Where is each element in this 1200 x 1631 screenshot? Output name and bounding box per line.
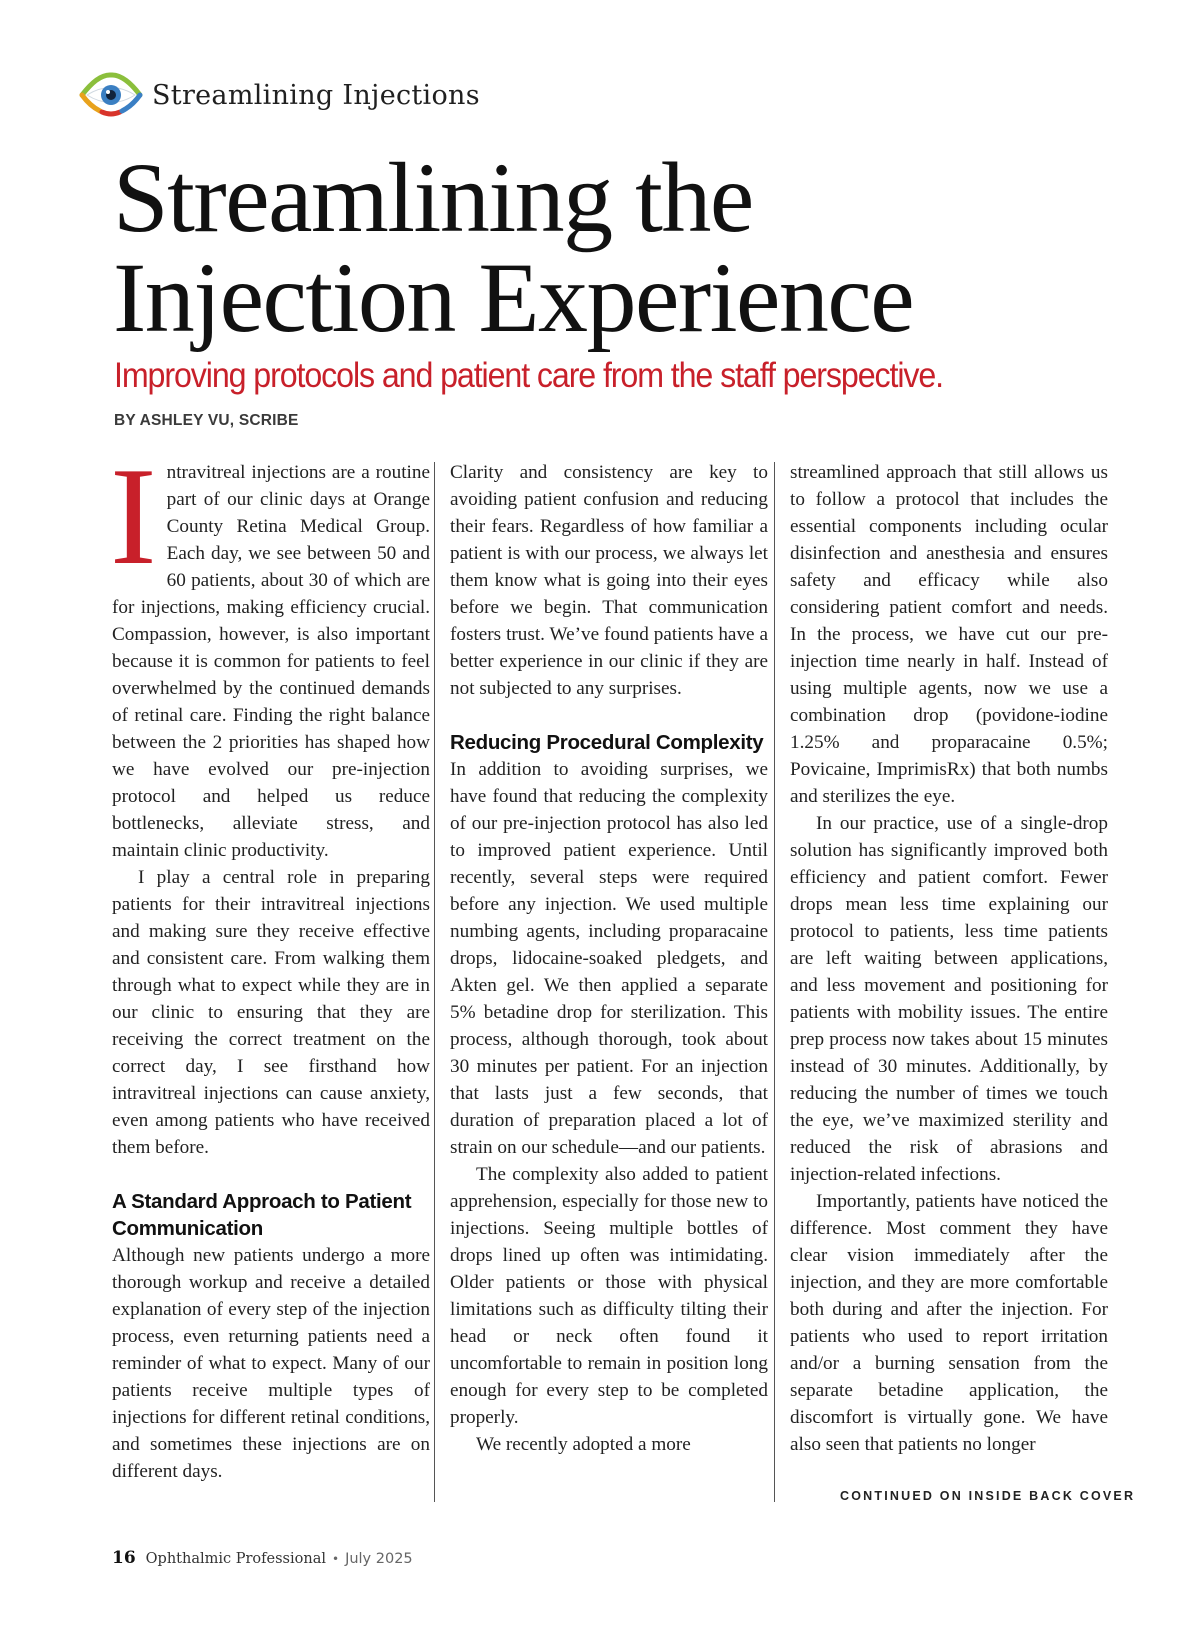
subhead: Reducing Procedural Complexity — [450, 731, 764, 754]
column-2 — [450, 459, 768, 1458]
magazine-name: Ophthalmic Professional — [145, 1551, 326, 1567]
headline-line-2: Injection Experience — [113, 242, 914, 353]
paragraph: In our practice, use of a single-drop solution has significantly improved both efficiency and patient comfort. Fewer drops mean less time explaining our protocol to patients, less time patients are left waiting between applications, and less movement and positioning for patients with mobility issues. The entire prep process now takes about 15 minutes instead of 30 minutes. Additionally, by reducing the number of times we touch the eye, we’ve maximized sterility and reduced the risk of abrasions and injection-related infections. — [790, 813, 1108, 1185]
paragraph: Importantly, patients have noticed the difference. Most comment they have clear vision immediately after the injection, and they are more comfortable both during and after the injection. For patients who used to report irritation and/or a burning sensation from the separate betadine application, the discomfort is virtually gone. We have also seen that patients no longer — [790, 1191, 1108, 1455]
column-1 — [110, 439, 430, 1485]
eye-icon — [78, 72, 144, 118]
article-headline — [113, 142, 1113, 353]
column-divider — [434, 462, 435, 1502]
paragraph: In addition to avoiding surprises, we have found that reducing the complexity of our pre-injection protocol has also led to improved patient experience. Until recently, several steps were required before any injection. We used multiple numbing agents, including proparacaine drops, lidocaine-soaked pledgets, and Akten gel. We then applied a separate 5% betadine drop for sterilization. This process, although thorough, took about 30 minutes per patient. For an injection that lasts just a few seconds, that duration of preparation placed a lot of strain on our schedule—and our patients. — [450, 759, 768, 1158]
column-3 — [790, 459, 1108, 1458]
byline: BY ASHLEY VU, SCRIBE — [114, 412, 299, 429]
page-footer — [112, 1548, 413, 1568]
subhead: A Standard Approach to Patient Communication — [112, 1190, 412, 1240]
paragraph — [110, 439, 430, 864]
column-divider — [774, 462, 775, 1502]
paragraph: Although new patients undergo a more thorough workup and receive a detailed explanation of every step of the injection process, even returning patients need a reminder of what to expect. Many of our patients receive multiple types of injections for different retinal conditions, and sometimes these injections are on different days. — [112, 1245, 430, 1482]
continued-notice: CONTINUED ON INSIDE BACK COVER — [840, 1489, 1136, 1503]
paragraph: The complexity also added to patient apprehension, especially for those new to injections. Seeing multiple bottles of drops lined up often was intimidating. Older patients or those with physical limitations such as difficulty tilting their head or neck often found it uncomfortable to remain in position long enough for every step to be completed properly. — [450, 1164, 768, 1428]
section-label: Streamlining Injections — [152, 79, 480, 111]
paragraph: I play a central role in preparing patients for their intravitreal injections and making sure they receive effective and consistent care. From walking them through what to expect while they are in our clinic to ensuring that they are receiving the correct treatment on the correct day, I see firsthand how intravitreal injections can cause anxiety, even among patients who have received them before. — [112, 867, 430, 1158]
headline-line-1: Streamlining the — [113, 142, 753, 253]
section-header — [78, 67, 480, 123]
paragraph: Clarity and consistency are key to avoiding patient confusion and reducing their fears. Regardless of how familiar a patient is with our process, we always let them know what is going into their eyes before we begin. That communication fosters trust. We’ve found patients have a better experience in our clinic if they are not subjected to any surprises. — [450, 462, 768, 699]
drop-cap: I — [110, 439, 157, 594]
page-number: 16 — [112, 1548, 136, 1568]
article-dek: Improving protocols and patient care from the staff perspective. — [114, 356, 944, 395]
paragraph-text: ntravitreal injections are a routine part of our clinic days at Orange County Retina Medical Group. Each day, we see between 50 and 60 patients, about 30 of which are for injections, making efficiency crucial. Compassion, however, is also important because it is common for patients to feel overwhelmed by the continued demands of retinal care. Finding the right balance between the 2 priorities has shaped how we have evolved our pre-injection protocol and helped us reduce bottlenecks, alleviate stress, and maintain clinic productivity. — [112, 462, 430, 861]
issue-date: July 2025 — [345, 1551, 413, 1567]
paragraph: We recently adopted a more — [476, 1434, 691, 1455]
footer-separator: • — [331, 1552, 340, 1566]
paragraph: streamlined approach that still allows us to follow a protocol that includes the essential components including ocular disinfection and anesthesia and ensures safety and efficacy while also considering patient comfort and needs. In the process, we have cut our pre-injection time nearly in half. Instead of using multiple agents, now we use a combination drop (povidone-iodine 1.25% and proparacaine 0.5%; Povicaine, ImprimisRx) that both numbs and sterilizes the eye. — [790, 462, 1108, 807]
